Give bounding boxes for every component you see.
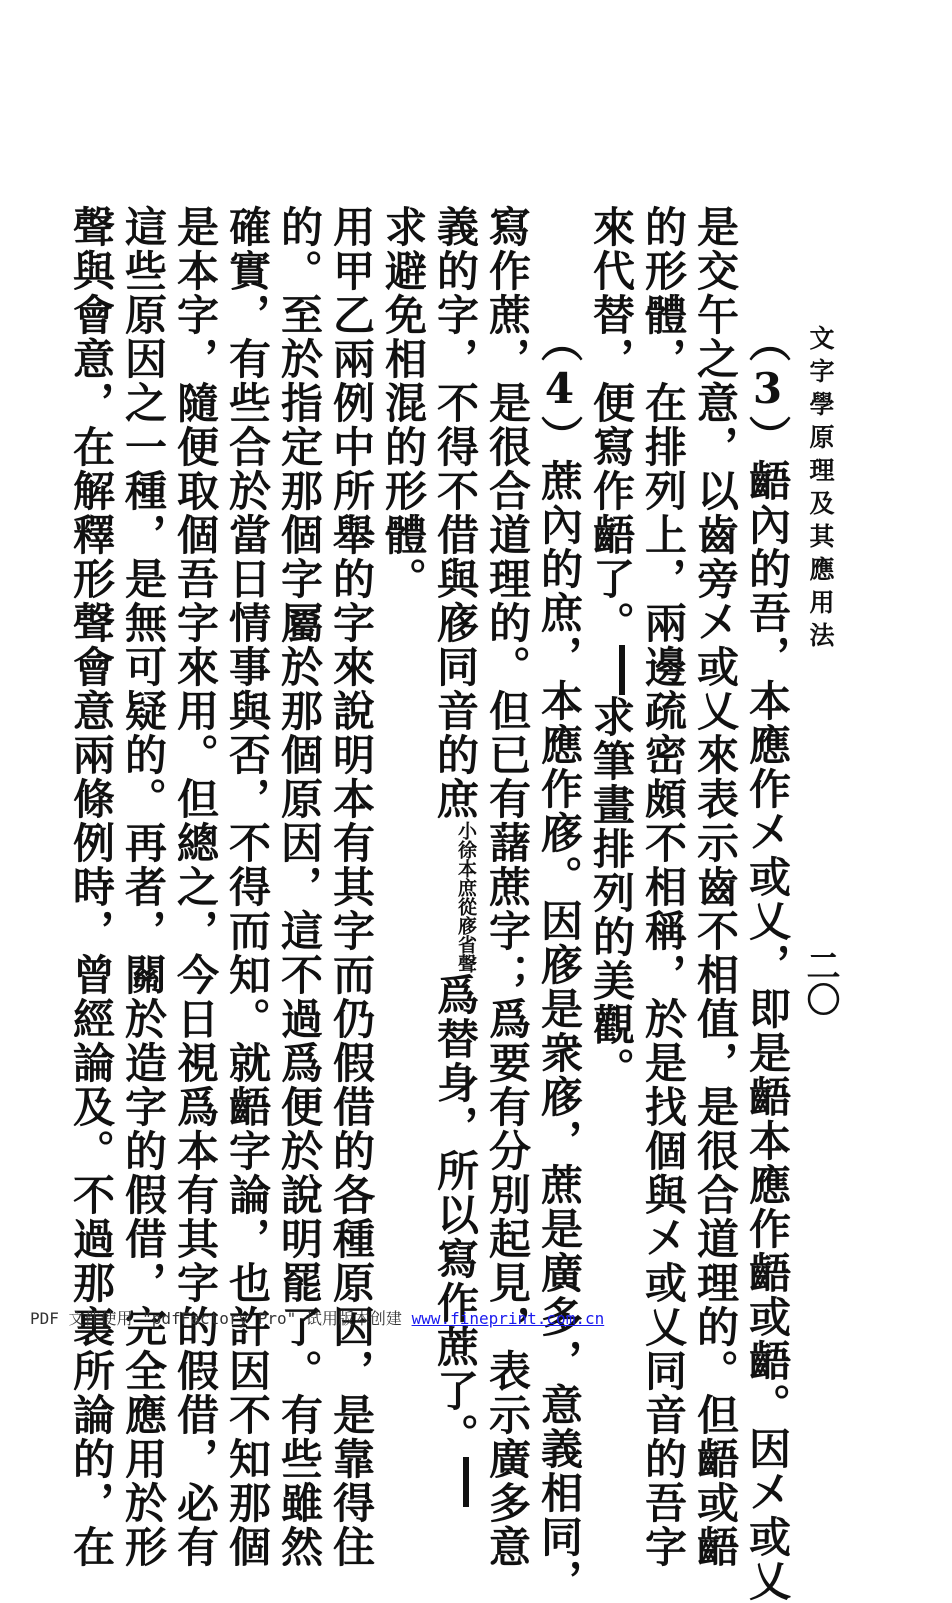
text-column-8: 求避免相混的形體。 [379,205,428,601]
text-column-4-part-2: 求筆畫排列的美觀。 [587,695,636,1091]
text-column-14: 聲與會意，在解釋形聲會意兩條例時，曾經論及。不過那裏所論的，在 [67,205,116,1569]
pdf-footer [30,1306,604,1329]
text-column-13: 這些原因之一種，是無可疑的。再者，關於造字的假借，完全應用於形 [119,205,168,1569]
text-column-4-part-1: 來代替，便寫作齬了。 [587,205,636,645]
dash-mark [619,645,625,695]
text-column-10: 的。至於指定那個字屬於那個原因，這不過爲便於說明罷了。有些雖然 [275,205,324,1569]
footer-text: PDF 文件使用 "pdfFactory Pro" 试用版本创建 [30,1309,412,1328]
page-number: 二〇 [800,948,840,1016]
text-column-6: 寫作蔗，是很合道理的。但已有藷蔗字；爲要有分別起見，表示廣多意 [483,205,532,1569]
text-column-12: 是本字，隨便取個吾字來用。但總之，今日視爲本有其字的假借，必有 [171,205,220,1569]
text-column-5: （4）蔗內的庶，本應作㢋。因㢋是衆㢋，蔗是廣多，意義相同， [535,320,584,1603]
text-column-2: 是交午之意，以齒旁㐅或乂來表示齒不相值，是很合道理的。但齬或齬 [691,205,740,1569]
running-title: 文字學原理及其應用法 [806,325,835,655]
text-column-9: 用甲乙兩例中所舉的字來說明本有其字而仍假借的各種原因，是靠得住 [327,205,376,1569]
text-column-1: （3）齬內的吾，本應作㐅或乂，即是齬本應作齬或齬。因㐅或乂 [743,320,792,1603]
text-column-11: 確實，有些合於當日情事與否，不得而知。就齬字論，也許因不知那個 [223,205,272,1569]
text-column-3: 的形體，在排列上，兩邊疏密頗不相稱，於是找個與㐅或乂同音的吾字 [639,205,688,1569]
footer-link[interactable]: www.fineprint.com.cn [411,1309,605,1328]
shuowen-note-line-2: 從㢋省聲 [455,897,477,973]
text-column-7-part-1: 義的字，不得不借與㢋同音的庶 [431,205,480,821]
text-column-4 [586,205,647,1091]
text-column-7-part-2: 爲替身，所以寫作蔗了。 [431,973,480,1457]
shuowen-note [455,821,477,973]
dash-mark-2 [463,1457,469,1507]
shuowen-note-line-1: 小徐本庶 [455,821,477,897]
